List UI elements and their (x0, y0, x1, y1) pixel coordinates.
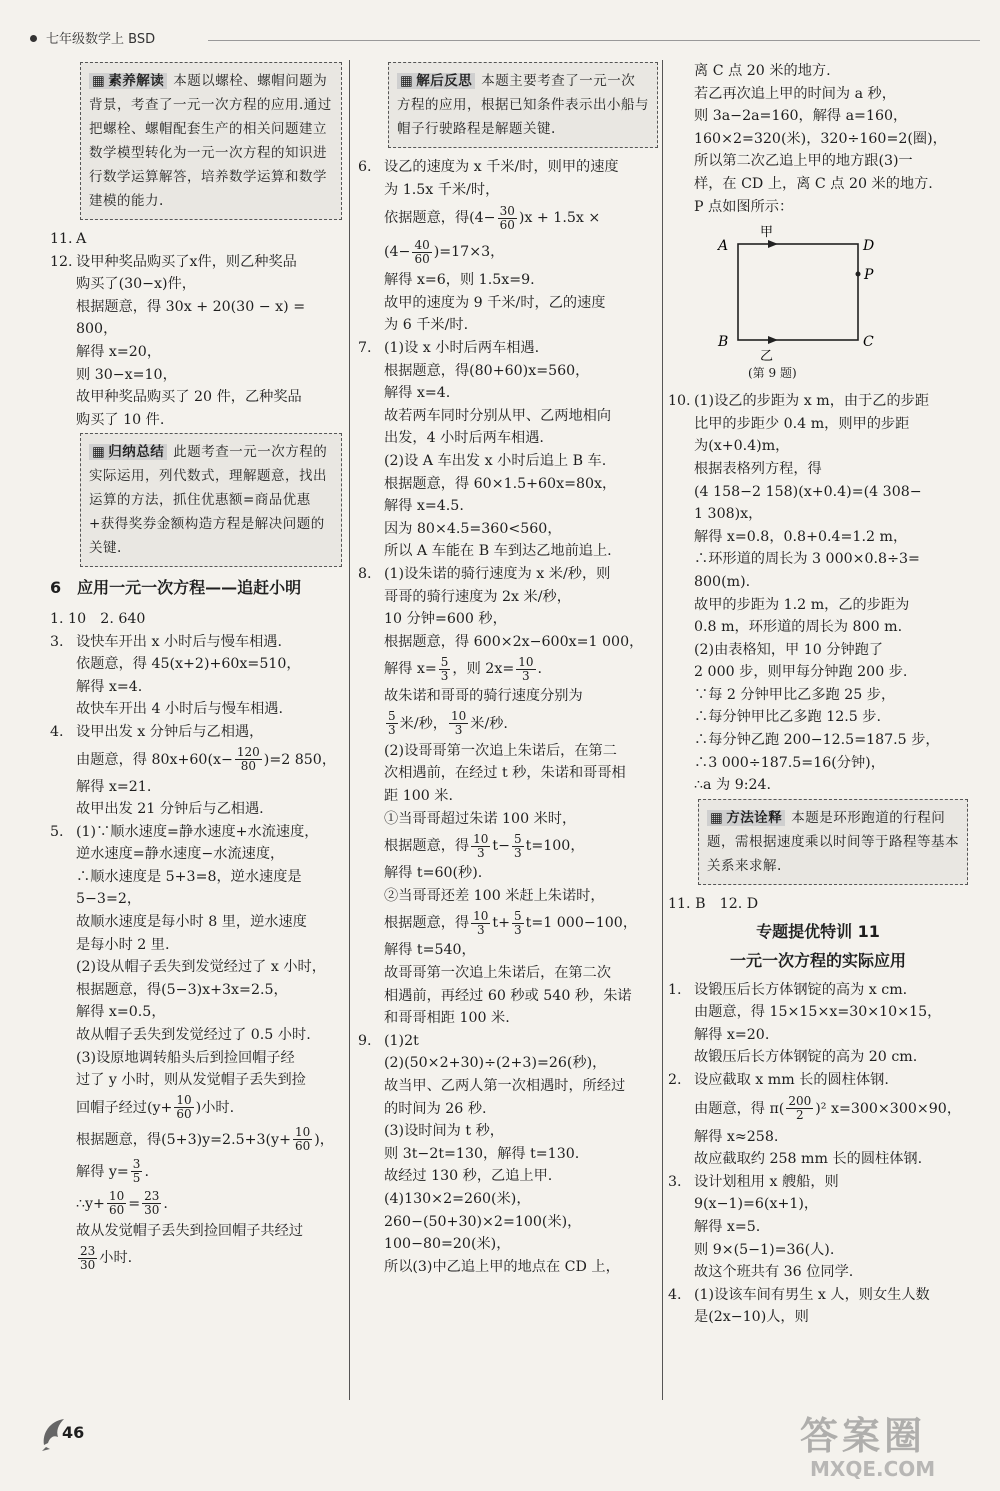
item-number: 9. (358, 1032, 372, 1049)
text-line: 设计划租用 x 艘船，则 (694, 1173, 839, 1190)
text-line: 根据题意，得 $\frac{10}{3}$ t− $\frac{5}{3}$ t=100， (384, 831, 585, 860)
answer-item (50, 821, 342, 1275)
answer-item (50, 228, 342, 251)
text-line: 设乙的速度为 x 千米/时，则甲的速度 (384, 159, 619, 175)
text-line: P 点如图所示： (694, 198, 794, 215)
text-line: 解得 x=0.8，0.8+0.4=1.2 m， (694, 528, 908, 545)
text-line: 距 100 米. (384, 788, 453, 805)
answer-item (668, 979, 968, 1069)
text-line: 依据题意，得(4− $\frac{30}{60}$ )x + 1.5x × (384, 203, 601, 232)
answer-item (668, 390, 968, 797)
figure-caption: (第 9 题) (748, 366, 797, 381)
watermark (770, 1405, 990, 1485)
fraction: $\frac{200}{2}$ (788, 1094, 812, 1123)
column-divider (662, 60, 663, 1400)
text-line: 哥哥的骑行速度为 2x 米/秒， (384, 588, 571, 605)
text-line: 根据题意，得(80+60)x=560， (384, 362, 590, 379)
column-middle (358, 60, 658, 1278)
fraction: $\frac{10}{3}$ (518, 654, 534, 683)
text-line: ∴每分钟甲比乙多跑 12.5 步. (694, 709, 881, 726)
text-line: 故甲出发 21 分钟后与乙相遇. (76, 801, 264, 818)
text-line: (1)设朱诺的骑行速度为 x 米/秒，则 (384, 565, 611, 582)
text-line: 回帽子经过(y+ $\frac{10}{60}$ )小时. (76, 1093, 235, 1122)
text-line: (2)设从帽子丢失到发觉经过了 x 小时， (76, 959, 326, 976)
text-line: 由题意，得 15×15×x=30×10×15， (694, 1004, 942, 1021)
fraction: $\frac{23}{30}$ (144, 1189, 160, 1218)
fraction: $\frac{120}{80}$ (236, 745, 260, 773)
text-line: 1 308)x， (694, 506, 763, 523)
text-line: 逆水速度=静水速度−水流速度， (76, 846, 285, 863)
text-line: 解得 x=20. (694, 1026, 770, 1043)
tip-box-text: 本题主要考查了一元一次方程的应用，根据已知条件表示出小船与帽子行驶路程是解题关键. (397, 73, 649, 137)
text-line: 为 1.5x 千米/时， (384, 181, 500, 198)
text-line: 解得 t=540， (384, 942, 476, 959)
text-line: (2)设哥哥第一次追上朱诺后，在第二 (384, 742, 617, 759)
text-line: 故从帽子丢失到发觉经过了 0.5 小时. (76, 1027, 311, 1044)
track-rectangle (738, 244, 858, 340)
item-number: 1. (668, 981, 682, 998)
text-line: (1)设乙的步距为 x m，由于乙的步距 (694, 393, 930, 410)
text-line: 根据题意，得 $\frac{10}{3}$ t+ $\frac{5}{3}$ t=1 000−100， (384, 908, 638, 937)
text-line: 解得 x= $\frac{5}{3}$ ，则 2x= $\frac{10}{3}$ . (384, 654, 543, 683)
item-number: 3. (668, 1173, 682, 1190)
fraction: $\frac{23}{30}$ (80, 1243, 96, 1272)
section-subtitle: 一元一次方程的实际应用 (729, 951, 906, 971)
fraction: $\frac{5}{3}$ (388, 709, 396, 738)
text-line: 解得 x=5. (694, 1218, 761, 1235)
fraction: $\frac{10}{60}$ (176, 1093, 192, 1122)
text-line: 过了 y 小时，则从发觉帽子丢失到捡 (76, 1072, 306, 1089)
label-c: C (863, 334, 874, 351)
text-line: (4)130×2=260(米)， (384, 1190, 531, 1207)
tip-box (80, 62, 342, 220)
answer-item (50, 721, 342, 821)
fraction: $\frac{10}{3}$ (473, 908, 489, 937)
text-line: 解得 x=6，则 1.5x=9. (384, 272, 535, 289)
text-line: (1)设该车间有男生 x 人，则女生人数 (694, 1286, 930, 1303)
tip-box-tag: ▦ 素养解读 (89, 73, 167, 89)
text-line: 故应截取约 258 mm 长的圆柱体钢. (694, 1151, 923, 1168)
text-line: 根据题意，得 60×1.5+60x=80x， (384, 475, 617, 492)
text-line: (3)设原地调转船头后到捡回帽子经 (76, 1049, 295, 1066)
label-a: A (718, 238, 729, 255)
text-line: 解得 x=4. (76, 678, 143, 695)
label-d: D (863, 238, 875, 255)
arrow-icon (768, 240, 778, 248)
header-rule (208, 40, 980, 41)
text-line: ∴顺水速度是 5+3=8，逆水速度是 (76, 868, 302, 885)
tip-box (388, 62, 658, 148)
text-line: 800(m). (694, 573, 751, 590)
text-line: (3)设时间为 t 秒， (384, 1123, 504, 1140)
text-line: 解得 x=0.5， (76, 1004, 166, 1021)
text-line: ∴y+ $\frac{10}{60}$ = $\frac{23}{30}$ . (76, 1189, 168, 1218)
text-line: 故当甲、乙两人第一次相遇时，所经过 (384, 1078, 626, 1094)
text-line: (2)设 A 车出发 x 小时后追上 B 车. (384, 452, 607, 469)
answer-line: 1. 10 2. 640 (50, 610, 146, 627)
item-number: 7. (358, 339, 372, 356)
text-line: ∴3 000÷187.5=16(分钟)， (694, 754, 885, 771)
page-footer (40, 1415, 120, 1455)
text-line: 次相遇前，在经过 t 秒，朱诺和哥哥相 (384, 765, 626, 782)
item-number: 5. (50, 823, 64, 840)
section-title: 6 应用一元一次方程——追赶小明 (50, 578, 302, 598)
column-right (668, 60, 968, 1329)
text-line: 相遇前，再经过 60 秒或 540 秒，朱诺 (384, 987, 632, 1004)
fraction: $\frac{3}{5}$ (132, 1157, 141, 1186)
item-number: 11. (50, 231, 73, 247)
text-line: $\frac{5}{3}$ 米/秒， $\frac{10}{3}$ 米/秒. (388, 709, 508, 738)
answer-item (50, 631, 342, 721)
text-line: 所以 A 车能在 B 车到达乙地前追上. (384, 543, 612, 560)
text-line: ①当哥哥超过朱诺 100 米时， (384, 810, 577, 827)
fraction: $\frac{40}{60}$ (414, 237, 430, 266)
answer-item (358, 337, 658, 563)
watermark-url: MXQE.COM (810, 1457, 936, 1481)
fraction: $\frac{5}{3}$ (514, 831, 522, 860)
text-line: 解得 y= $\frac{3}{5}$ . (76, 1157, 149, 1186)
label-yi: 乙 (760, 349, 774, 365)
text-line: 10 分钟=600 秒， (384, 611, 507, 628)
text-line: 所以(3)中乙追上甲的地点在 CD 上， (384, 1258, 620, 1275)
text-line: 设锻压后长方体钢锭的高为 x cm. (694, 981, 908, 998)
page-header-title: 七年级数学上 BSD (46, 32, 156, 47)
text-line: 解得 x≈258. (694, 1128, 779, 1145)
text-line: 依题意，得 45(x+2)+60x=510， (76, 656, 301, 673)
label-b: B (718, 334, 729, 351)
text-line: 解得 x=20， (76, 343, 162, 360)
label-p: P (864, 267, 874, 284)
text-line: 由题意，得 π( $\frac{200}{2}$ )² x=300×300×90， (694, 1094, 962, 1123)
point-p-icon (856, 272, 861, 277)
text-line: 根据表格列方程，得 (694, 460, 822, 477)
text-line: 的时间为 26 秒. (384, 1100, 487, 1117)
fraction: $\frac{10}{3}$ (450, 709, 467, 738)
text-line: 则 9×(5−1)=36(人). (694, 1241, 835, 1258)
text-line: 故快车开出 4 小时后与慢车相遇. (76, 701, 283, 718)
text-line: (2)(50×2+30)÷(2+3)=26(秒)， (384, 1055, 607, 1072)
label-jia: 甲 (760, 225, 774, 241)
column-left (50, 60, 342, 1274)
answer-item (358, 563, 658, 1030)
tip-box (698, 799, 968, 885)
text-line: 解得 x=21. (76, 778, 152, 795)
answer-line: 11. B 12. D (668, 895, 759, 912)
text-line: 购买了(30−x)件， (76, 276, 196, 293)
text-line: 因为 80×4.5=360<560， (384, 520, 562, 537)
section-title: 专题提优特训 11 (756, 922, 880, 942)
item-number: 10. (668, 393, 691, 410)
text-line: (4 158−2 158)(x+0.4)=(4 308− (694, 483, 922, 500)
tip-box-tag: ▦ 方法诠释 (707, 810, 785, 826)
text-line: 160×2=320(米)，320÷160=2(圈)， (694, 130, 947, 147)
text-line: 解得 t=60(秒). (384, 865, 483, 882)
text-line: 解得 x=4. (384, 385, 451, 402)
text-line: 故朱诺和哥哥的骑行速度分别为 (384, 688, 583, 705)
text-line: 故甲的步距为 1.2 m，乙的步距为 (694, 596, 910, 613)
tip-box-text: 本题以螺栓、螺帽问题为背景，考查了一元一次方程的应用.通过把螺栓、螺帽配套生产的相关问题建立数学模型转化为一元一次方程的知识进行数学运算解答，培养数学运算和数学建模的能力. (89, 73, 332, 209)
text-line: 100−80=20(米)， (384, 1236, 511, 1253)
text-line: 5−3=2， (76, 891, 142, 908)
item-number: 8. (358, 565, 372, 582)
text-line: 设甲出发 x 分钟后与乙相遇， (76, 723, 264, 740)
answer-item (668, 1171, 968, 1284)
bullet-icon (30, 35, 37, 42)
text-line: (1)∵顺水速度=静水速度+水流速度， (76, 823, 319, 840)
text-line: ∴环形道的周长为 3 000×0.8÷3= (694, 551, 920, 568)
text-line: 800， (76, 321, 118, 338)
watermark-text: 答案圈 (800, 1413, 927, 1458)
fraction: $\frac{10}{60}$ (294, 1125, 311, 1154)
fraction: $\frac{5}{3}$ (440, 654, 449, 683)
fraction: $\frac{30}{60}$ (499, 203, 515, 232)
text-line: 0.8 m，环形道的周长为 800 m. (694, 619, 903, 636)
fraction: $\frac{5}{3}$ (514, 908, 522, 937)
text-line: 所以第二次乙追上甲的地方跟(3)一 (694, 153, 913, 170)
text-line: 根据题意，得 600×2x−600x=1 000， (384, 633, 644, 650)
text-line: 260−(50+30)×2=100(米)， (384, 1213, 582, 1230)
text-line: 若乙再次追上甲的时间为 a 秒， (694, 85, 896, 102)
text-line: 则 3t−2t=130，解得 t=130. (384, 1145, 580, 1162)
answer-item (668, 1284, 968, 1329)
text-line: 则 30−x=10， (76, 366, 177, 383)
text-line: (4− $\frac{40}{60}$ )=17×3， (384, 237, 505, 266)
tip-box-text: 此题考查一元一次方程的实际运用，列代数式，理解题意，找出运算的方法，抓住优惠额=商品优惠+获得奖券金额构造方程是解决问题的关键. (89, 444, 328, 557)
text-line: ∵每 2 分钟甲比乙多跑 25 步， (694, 686, 896, 703)
text-line: 2 000 步，则甲每分钟跑 200 步. (694, 664, 908, 681)
text-line: 故这个班共有 36 位同学. (694, 1264, 854, 1281)
text-line: 为(x+0.4)m， (694, 438, 790, 455)
tip-box-tag: ▦ 归纳总结 (89, 444, 167, 460)
text-line: 设快车开出 x 小时后与慢车相遇. (76, 633, 282, 650)
text-line: 离 C 点 20 米的地方. (694, 63, 831, 79)
text-line: 购买了 10 件. (76, 411, 165, 428)
text-line: 和哥哥相距 100 米. (384, 1010, 510, 1027)
item-number: 3. (50, 633, 64, 650)
text-line: 故经过 130 秒，乙追上甲. (384, 1168, 553, 1185)
text-line: 比甲的步距少 0.4 m，则甲的步距 (694, 415, 910, 432)
text-line: 样，在 CD 上，离 C 点 20 米的地方. (694, 175, 933, 192)
text-line: 根据题意，得(5−3)x+3x=2.5， (76, 981, 288, 998)
text-line: (2)由表格知，甲 10 分钟跑了 (694, 641, 884, 658)
text-line: ②当哥哥还差 100 米赶上朱诺时， (384, 887, 605, 904)
page-header (30, 28, 980, 50)
text-line: 解得 x=4.5. (384, 498, 464, 515)
text-line: 故若两车同时分别从甲、乙两地相向 (384, 407, 612, 424)
answer-item (50, 251, 342, 432)
fraction: $\frac{10}{60}$ (108, 1189, 125, 1218)
answer-item (358, 156, 658, 337)
item-number: 12. (50, 253, 73, 270)
text-line: 是(2x−10)人，则 (694, 1309, 809, 1326)
text-line: 故甲的速度为 9 千米/时，乙的速度 (384, 294, 606, 311)
item-number: 4. (50, 723, 64, 740)
text-line: 根据题意，得 30x + 20(30 − x) = (76, 298, 306, 315)
item-number: 6. (358, 159, 372, 175)
text-line: 由题意，得 80x+60(x− $\frac{120}{80}$ )=2 850， (76, 745, 337, 773)
text-line: ∴每分钟乙跑 200−12.5=187.5 步， (694, 732, 940, 749)
item-text: A (76, 231, 87, 247)
item-number: 2. (668, 1072, 682, 1088)
text-line: 9(x−1)=6(x+1)， (694, 1196, 819, 1213)
text-line: 设甲种奖品购买了x件，则乙种奖品 (76, 253, 297, 270)
answer-item (668, 1069, 968, 1171)
fraction: $\frac{10}{3}$ (473, 831, 489, 860)
text-line: (1)设 x 小时后两车相遇. (384, 339, 540, 356)
tip-box (80, 433, 342, 567)
item-number: 4. (668, 1286, 682, 1303)
text-line: 故锻压后长方体钢锭的高为 20 cm. (694, 1049, 918, 1066)
text-line: 故顺水速度是每小时 8 里，逆水速度 (76, 914, 307, 931)
tip-box-text: 本题是环形跑道的行程问题，需根据速度乘以时间等于路程等基本关系来求解. (707, 809, 959, 874)
text-line: 故甲种奖品购买了 20 件，乙种奖品 (76, 389, 302, 406)
answer-item (358, 1030, 658, 1279)
text-line: 故哥哥第一次追上朱诺后，在第二次 (384, 965, 612, 982)
rectangle-diagram (698, 224, 898, 384)
text-line: 出发，4 小时后两车相遇. (384, 430, 544, 447)
text-line: $\frac{23}{30}$ 小时. (80, 1243, 133, 1272)
page-number: 46 (62, 1423, 85, 1442)
arrow-icon (768, 336, 778, 344)
column-divider (349, 60, 350, 1400)
tip-box-tag: ▦ 解后反思 (397, 73, 475, 89)
text-line: ∴a 为 9:24. (694, 777, 772, 794)
text-line: 根据题意，得(5+3)y=2.5+3(y+ $\frac{10}{60}$ )， (76, 1125, 334, 1154)
text-line: 故从发觉帽子丢失到捡回帽子共经过 (76, 1222, 304, 1239)
text-line: 为 6 千米/时. (384, 317, 469, 334)
text-line: 是每小时 2 里. (76, 936, 170, 953)
text-line: 设应截取 x mm 长的圆柱体钢. (694, 1072, 889, 1088)
text-line: 则 3a−2a=160，解得 a=160， (694, 108, 908, 125)
text-line: (1)2t (384, 1032, 419, 1049)
